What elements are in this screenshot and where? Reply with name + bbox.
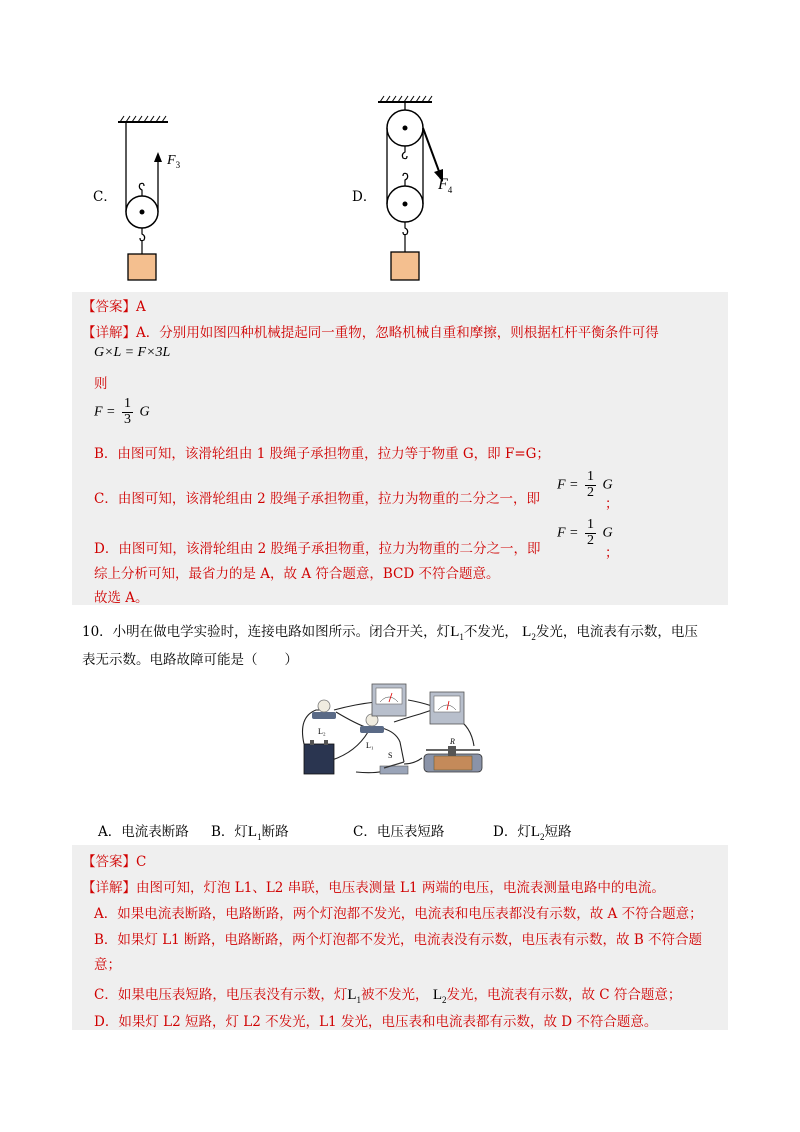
option-b-explanation: B．由图可知，该滑轮组由 1 股绳子承担物重，拉力等于物重 G，即 F=G； [94,446,550,462]
force-f4-label: $F_4$ [438,176,453,196]
question-10-line1: 10．小明在做电学实验时，连接电路如图所示。闭合开关，灯$L_1$不发光， $L_2$发光，电流表有示数，电压 [82,624,698,642]
answer-line: 【答案】A [82,299,146,315]
answer2-option-b-1: B．如果灯 L1 断路，电路断路，两个灯泡都不发光，电流表没有示数，电压表有示数，故 B 不符合题 [94,932,703,948]
answer2-option-d: D．如果灯 L2 短路，灯 L2 不发光，L1 发光，电压表和电流表都有示数，故 D 不符合题意。 [94,1014,658,1030]
semicolon-d: ； [605,545,619,561]
detail-line: 【详解】A．分别用如图四种机械提起同一重物，忽略机械自重和摩擦，则根据杠杆平衡条件可得 [82,325,659,341]
semicolon-c: ； [605,496,619,512]
option-a: A．电流表断路 [98,824,189,840]
choose-line: 故选 A。 [94,590,149,606]
option-d-label: D． [352,189,377,205]
equation-half-c: F = $\frac{1}{2}$ G [557,469,613,500]
rheostat-r-label: R [450,737,455,746]
pulley-figure-c [110,112,200,284]
answer2-option-c: C．如果电压表短路，电压表没有示数，灯$L_1$被不发光， $L_2$发光，电流表有示数，故 C 符合题意； [94,987,682,1005]
answer2-option-a: A．如果电流表断路，电路断路，两个灯泡都不发光，电流表和电压表都没有示数，故 A 不符合题意； [94,906,703,922]
option-b: B．灯$L_1$断路 [211,824,289,842]
lamp-l1-label: L₁ [366,741,374,750]
option-c-explanation: C．由图可知，该滑轮组由 2 股绳子承担物重，拉力为物重的二分之一，即 [94,491,541,507]
option-c: C．电压表短路 [353,824,445,840]
detail-line-2: 【详解】由图可知，灯泡 L1、L2 串联，电压表测量 L1 两端的电压，电流表测量电路中的电流。 [82,880,665,896]
answer-line-2: 【答案】C [82,854,147,870]
equation-third: F = $\frac{1}{3}$ G [94,396,150,427]
question-10-line2: 表无示数。电路故障可能是（ ） [82,652,298,668]
force-f3-label: $F_3$ [167,153,181,170]
lamp-l2-label: L₂ [318,727,326,736]
switch-s-label: S [388,751,393,760]
summary-line: 综上分析可知，最省力的是 A，故 A 符合题意，BCD 不符合题意。 [94,566,500,582]
option-c-label: C． [93,189,117,205]
then-label: 则 [94,376,108,392]
circuit-diagram [296,682,496,784]
equation-lever: G×L = F×3L [94,345,171,360]
option-d-explanation: D．由图可知，该滑轮组由 2 股绳子承担物重，拉力为物重的二分之一，即 [94,541,541,557]
option-d: D．灯$L_2$短路 [493,824,572,842]
answer2-option-b-2: 意； [94,957,121,973]
equation-half-d: F = $\frac{1}{2}$ G [557,517,613,548]
